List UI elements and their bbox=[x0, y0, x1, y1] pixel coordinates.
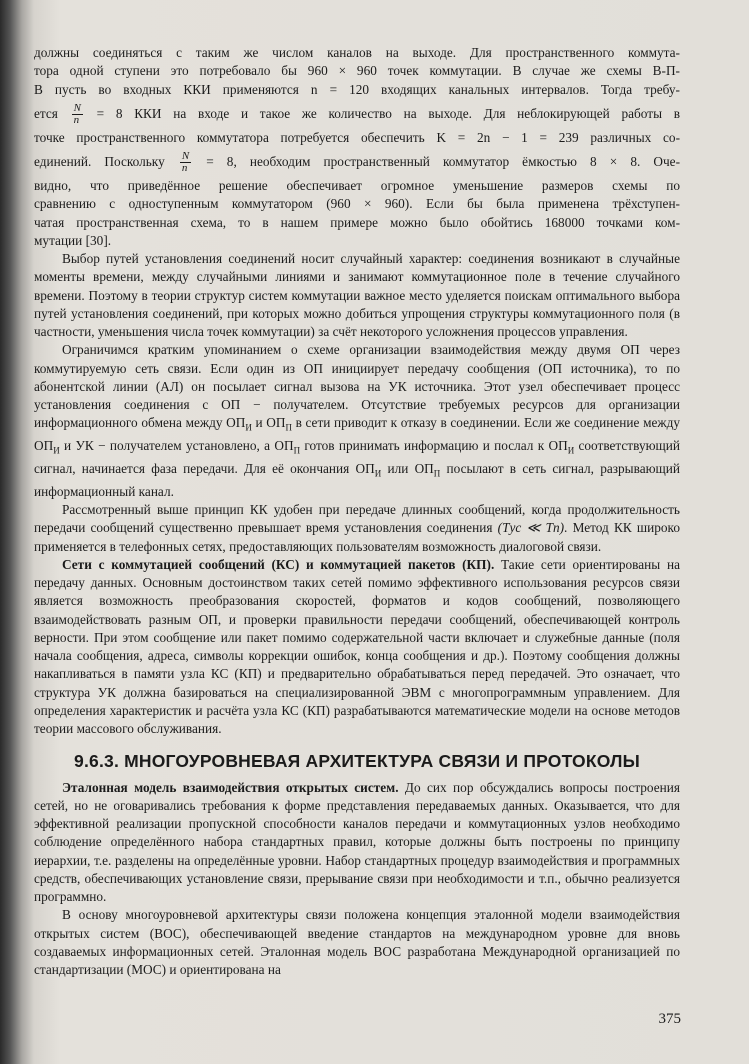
paragraph-multilevel-architecture: В основу многоуровневой архитектуры связи положена концепция эталонной модели взаимодействия открытых систем (ВОС), обеспечивающей введение стандартов на международном уровне для вновь создаваемых информационных сетей. Эталонная модель ВОС разработана Международной организацией по стандартизации (МОС) и ориентирована на bbox=[34, 907, 680, 978]
text-line-with-fraction bbox=[34, 147, 680, 177]
fraction-n-over-n: $\frac{N}{n}$ bbox=[73, 102, 81, 127]
run-in-heading: Эталонная модель взаимодействия открытых систем. bbox=[62, 779, 399, 795]
text-line: В пусть во входных ККИ применяются n = 120 входящих канальных интервалов. Тогда требу- bbox=[34, 81, 680, 97]
text-line: тора одной ступени это потребовало бы 960 × 960 точек коммутации. В случае же схемы В-П- bbox=[34, 63, 680, 79]
text-line: мутации [30]. bbox=[34, 232, 112, 248]
paragraph-message-packet-switching: Сети с коммутацией сообщений (КС) и коммутацией пакетов (КП). Такие сети ориентированы на передачу данных. Основным достоинством таких сетей помимо эффективного использования ресурсов связи является возможность преобразования скоростей, форматов и кодов сообщений, позволяющего взаимодействовать разным ОП, и проверки правильности передачи сообщений, обеспечивающей контроль верности. При этом сообщение или пакет помимо содержательной части включает и служебные данные (поля начала сообщения, адреса, символы коррекции ошибок, конца сообщения и др.). Поэтому сообщения должны накапливаться в памяти узла КС (КП) и предварительно обрабатываться перед передачей. Это означает, что структура УК должна базироваться на специализированной ЭВМ с многопрограммным управлением. Для определения характеристик и расчёта узла КС (КП) разрабатываются математические модели на основе методов теории массового обслуживания. bbox=[34, 556, 680, 737]
text-fragment: ется bbox=[34, 105, 58, 121]
paragraph-circuit-switching: Рассмотренный выше принцип КК удобен при передаче длинных сообщений, когда продолжительность передачи сообщений существенно превышает время установления соединения (Tус ≪ Tп). Метод КК широко применяется в телефонных сетях, предоставляющих пользователям возможность диалоговой связи. bbox=[34, 502, 680, 554]
run-in-heading: Сети с коммутацией сообщений (КС) и коммутацией пакетов (КП). bbox=[62, 556, 495, 572]
text-line: чатая пространственная схема, то в нашем примере можно было обойтись 168000 точками ком- bbox=[34, 214, 680, 230]
paragraph-path-selection: Выбор путей установления соединений носит случайный характер: соединения возникают в случайные моменты времени, между случайными линиями и занимают коммутационное поле в течение случайного времени. Поэтому в теории структур систем коммутации важное место уделяется поискам оптимального выбора путей установления соединений, при которых можно добиться упрощения структуры коммутационного поля (в частности, уменьшения числа точек коммутации) за счёт некоторого усложнения процессов управления. bbox=[34, 251, 680, 339]
text-line: должны соединяться с таким же числом каналов на выходе. Для пространственного коммута- bbox=[34, 45, 680, 60]
page-text bbox=[34, 44, 680, 979]
formula-tus-tp: (Tус ≪ Tп) bbox=[497, 520, 565, 536]
fraction-n-over-n: $\frac{N}{n}$ bbox=[181, 150, 190, 175]
text-line: точке пространственного коммутатора потребуется обеспечить K = 2n − 1 = 239 различных со- bbox=[34, 129, 680, 145]
paragraph-switch-example bbox=[34, 44, 680, 250]
text-fragment: = 8 ККИ на входе и такое же количество на выходе. Для неблокирующей работы в bbox=[96, 105, 681, 121]
paragraph-osi-model: Эталонная модель взаимодействия открытых систем. До сих пор обсуждались вопросы построения сетей, но не оговаривались требования к форме представления передаваемых данных. Оказывается, что для эффективной реализации пропускной способности каналов передачи и коммутационных узлов необходимо соблюдение определённого набора стандартных правил, которые должны быть построены по принципу иерархии, т.е. разделены на определённые уровни. Набор стандартных процедур взаимодействия и программных средств, обеспечивающих установление связи, прерывание связи при необходимости и т.п., обычно реализуется программно. bbox=[34, 779, 680, 905]
text-line: сравнению с одноступенным коммутатором (960 × 960). Если бы была применена трёхступен- bbox=[34, 196, 680, 212]
text-line-with-fraction bbox=[34, 99, 680, 129]
text-fragment: = 8, необходим пространственный коммутатор ёмкостью 8 × 8. Оче- bbox=[206, 154, 680, 169]
section-heading: 9.6.3. МНОГОУРОВНЕВАЯ АРХИТЕКТУРА СВЯЗИ И ПРОТОКОЛЫ bbox=[74, 751, 640, 772]
text-fragment: единений. Поскольку bbox=[34, 154, 165, 169]
paragraph-interaction-scheme: Ограничимся кратким упоминанием о схеме организации взаимодействия между двумя ОП через коммутируемую сеть связи. Если один из ОП инициирует передачу сообщения (ОП источника), то по абонентской линии (АЛ) он посылает сигнал вызова на УК источника. Этот узел обеспечивает процесс установления соединения с ОП − получателем. Отсутствие требуемых ресурсов для организации информационного обмена между $ОП_И$ и $ОП_П$ в сети приводит к отказу в соединении. Если же соединение между $ОП_И$ и УК − получателем установлено, а $ОП_П$ готов принимать информацию и послал к $ОП_И$ соответствующий сигнал, начинается фаза передачи. Для её окончания $ОП_И$ или $ОП_П$ посылают в сеть сигнал, разрывающий информационный канал. bbox=[34, 342, 681, 499]
text-line: видно, что приведённое решение обеспечивает огромное уменьшение размеров схемы по bbox=[34, 178, 680, 193]
page-number: 375 bbox=[658, 1011, 681, 1027]
